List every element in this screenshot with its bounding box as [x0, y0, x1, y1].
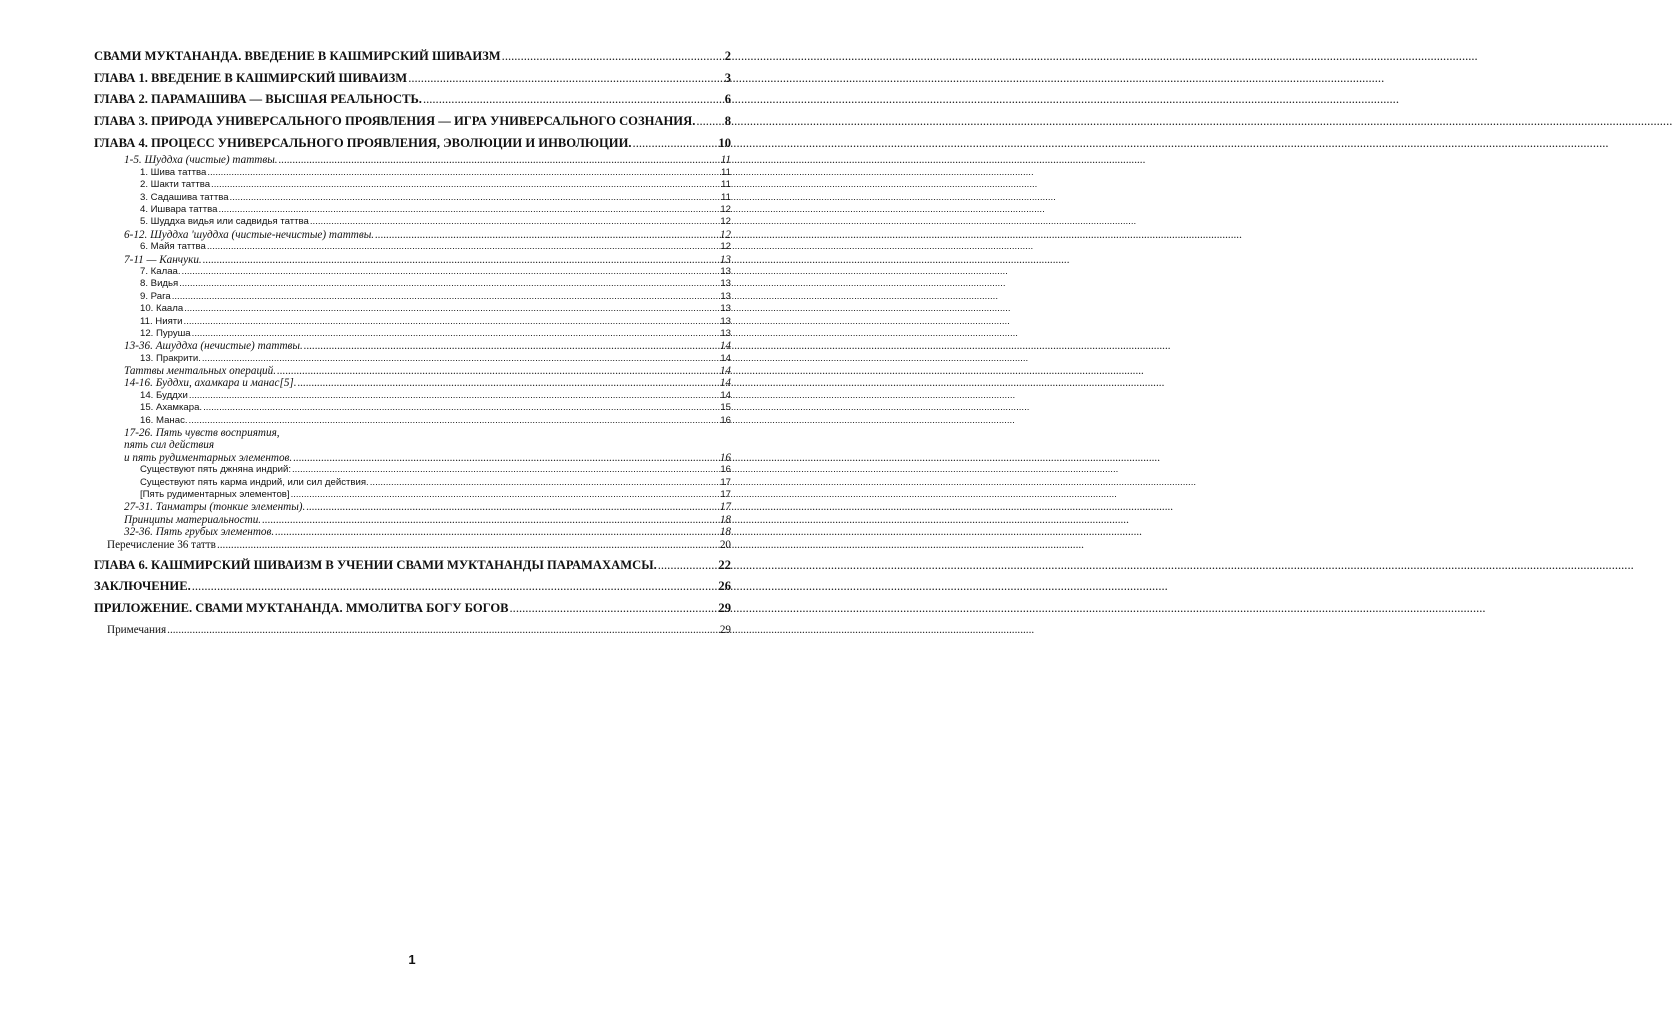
toc-entry-page: 16: [719, 451, 731, 464]
toc-entry-title: ПРИЛОЖЕНИЕ. СВАМИ МУКТАНАНДА. ММОЛИТВА БОГУ БОГОВ: [94, 600, 509, 615]
dot-leader: [292, 464, 719, 476]
page-number: 1: [408, 952, 416, 967]
toc-entry-buddhi[interactable]: [94, 390, 731, 402]
dot-leader: [192, 328, 720, 340]
toc-entry-chapter-2[interactable]: [94, 89, 731, 111]
toc-entry-notes[interactable]: [94, 624, 731, 637]
toc-entry-page: 18: [719, 526, 731, 539]
toc-entry-page: 20: [719, 538, 731, 551]
toc-entry-title: Примечания: [107, 623, 167, 636]
toc-entry-kanchuki[interactable]: [94, 254, 731, 266]
toc-entry-title: ГЛАВА 2. ПАРАМАШИВА — ВЫСШАЯ РЕАЛЬНОСТЬ.: [94, 92, 422, 107]
toc-entry-page: 17: [720, 476, 731, 488]
dot-leader: [658, 555, 718, 577]
dot-leader: [179, 278, 719, 290]
toc-entry-title: Перечисление 36 таттв: [107, 538, 216, 551]
toc-entry-title: 7. Калаа.: [140, 265, 181, 277]
toc-entry-title: СВАМИ МУКТАНАНДА. ВВЕДЕНИЕ В КАШМИРСКИЙ ШИВАИЗМ: [94, 49, 501, 63]
toc-entry-materiality-principles[interactable]: [94, 514, 731, 526]
toc-entry-appendix[interactable]: [94, 598, 731, 620]
toc-entry-title: Принципы материальности.: [124, 513, 262, 526]
dot-leader: [370, 477, 720, 489]
toc-entry-vidya[interactable]: [94, 278, 731, 290]
toc-entry-36-tattvas-list[interactable]: [94, 539, 731, 552]
dot-leader: [277, 365, 719, 377]
toc-entry-page: 8: [724, 114, 731, 129]
toc-entry-senses-actions-elements[interactable]: [94, 427, 731, 464]
toc-entry-title: 8. Видья: [140, 278, 179, 290]
dot-leader: [696, 111, 723, 133]
dot-leader: [184, 303, 719, 315]
dot-leader: [167, 624, 719, 637]
dot-leader: [298, 377, 719, 389]
dot-leader: [304, 340, 719, 352]
toc-entry-title: 2. Шакти таттва: [140, 179, 211, 191]
toc-entry-page: 14: [719, 377, 731, 390]
toc-entry-chapter-3[interactable]: [94, 111, 731, 133]
toc-entry-shuddha-ashuddha[interactable]: [94, 229, 731, 241]
toc-entry-page: 6: [724, 92, 731, 107]
toc-entry-title-line-1: 17-26. Пять чувств восприятия,: [124, 427, 280, 440]
dot-leader: [203, 402, 719, 414]
toc-entry-page: 2: [724, 49, 731, 63]
toc-entry-title: Таттвы ментальных операций.: [124, 365, 277, 378]
toc-entry-page: 15: [720, 402, 731, 414]
dot-leader: [189, 390, 719, 402]
toc-entry-title: 27-31. Танматры (тонкие элементы).: [124, 501, 306, 514]
toc-entry-title: ГЛАВА 4. ПРОЦЕСС УНИВЕРСАЛЬНОГО ПРОЯВЛЕНИЯ, ЭВОЛЮЦИИ И ИНВОЛЮЦИИ.: [94, 135, 632, 150]
toc-entry-shakti-tattva[interactable]: [94, 179, 731, 191]
toc-entry-buddhi-ahamkara-manas[interactable]: [94, 377, 731, 389]
dot-leader: [291, 489, 720, 501]
toc-entry-page: 13: [720, 278, 731, 290]
dot-leader: [423, 89, 724, 111]
toc-entry-prakriti[interactable]: [94, 353, 731, 365]
dot-leader: [202, 353, 719, 365]
toc-entry-page: 12: [720, 204, 731, 215]
toc-entry-chapter-4[interactable]: [94, 133, 731, 155]
dot-leader: [275, 526, 719, 538]
toc-entry-karma-indriya[interactable]: [94, 477, 731, 489]
toc-entry-title: 13. Пракрити.: [140, 352, 201, 364]
toc-entry-page: 13: [720, 290, 731, 302]
toc-entry-title: 11. Нияти: [140, 315, 183, 327]
toc-entry-page: 12: [720, 241, 731, 253]
dot-leader: [217, 539, 719, 552]
toc-entry-title: 14-16. Буддхи, ахамкара и манас[5].: [124, 377, 297, 390]
toc-entry-page: 11: [721, 179, 731, 191]
dot-leader: [262, 514, 719, 526]
toc-entry-page: 26: [718, 579, 731, 594]
toc-entry-title: 16. Манас.: [140, 414, 188, 426]
dot-leader: [189, 415, 720, 427]
toc-entry-ashuddha[interactable]: [94, 340, 731, 352]
toc-entry-niyati[interactable]: [94, 316, 731, 328]
toc-entry-jnana-indriya[interactable]: [94, 464, 731, 476]
dot-leader: [502, 46, 724, 68]
toc-entry-tanmatra[interactable]: [94, 501, 731, 513]
toc-entry-title: Существуют пять карма индрий, или сил действия.: [140, 476, 369, 488]
toc-entry-title: ГЛАВА 3. ПРИРОДА УНИВЕРСАЛЬНОГО ПРОЯВЛЕНИЯ — ИГРА УНИВЕРСАЛЬНОГО СОЗНАНИЯ.: [94, 114, 696, 129]
toc-entry-title: ЗАКЛЮЧЕНИЕ.: [94, 579, 191, 594]
toc-entry-page: 11: [720, 154, 731, 167]
toc-entry-page: 13: [720, 327, 731, 339]
toc-entry-page: 13: [720, 265, 731, 277]
toc-entry-title: ГЛАВА 1. ВВЕДЕНИЕ В КАШМИРСКИЙ ШИВАИЗМ: [94, 70, 408, 85]
table-of-contents: [94, 46, 731, 637]
toc-entry-page: 13: [719, 253, 731, 266]
toc-entry-rudimentary-elements[interactable]: [94, 489, 731, 501]
dot-leader: [207, 241, 719, 253]
toc-entry-page: 12: [719, 228, 731, 241]
toc-entry-page: 13: [720, 315, 731, 327]
dot-leader: [633, 133, 718, 155]
toc-entry-title: 14. Буддхи: [140, 389, 188, 401]
toc-entry-page: 18: [719, 513, 731, 526]
toc-entry-title: 5. Шуддха видья или садвидья таттва: [140, 216, 309, 228]
toc-entry-page: 11: [721, 191, 731, 203]
toc-entry-purusha[interactable]: [94, 328, 731, 340]
toc-entry-title: 3. Садашива таттва: [140, 191, 229, 203]
toc-entry-title: и пять рудиментарных элементов.: [124, 451, 293, 464]
toc-entry-title-line-3: [94, 452, 731, 464]
dot-leader: [192, 576, 718, 598]
dot-leader: [211, 179, 720, 191]
toc-entry-title: 1. Шива таттва: [140, 166, 207, 178]
dot-leader: [203, 254, 719, 266]
toc-entry-title: 7-11 — Канчуки.: [124, 253, 202, 266]
toc-entry-chapter-6[interactable]: [94, 555, 731, 577]
toc-entry-sadashiva-tattva[interactable]: [94, 192, 731, 204]
toc-entry-title: 13-36. Ашуддха (нечистые) таттвы.: [124, 340, 303, 353]
toc-entry-title: ГЛАВА 6. КАШМИРСКИЙ ШИВАИЗМ В УЧЕНИИ СВАМИ МУКТАНАНДЫ ПАРАМАХАМСЫ.: [94, 557, 657, 572]
dot-leader: [279, 154, 720, 166]
toc-entry-maya-tattva[interactable]: [94, 241, 731, 253]
toc-entry-page: 13: [720, 303, 731, 315]
dot-leader: [510, 598, 718, 620]
toc-entry-page: 3: [724, 70, 731, 85]
toc-entry-page: 16: [720, 464, 731, 476]
dot-leader: [293, 452, 719, 464]
toc-entry-page: 29: [719, 623, 731, 636]
toc-entry-page: 16: [720, 414, 731, 426]
toc-entry-page: 12: [720, 216, 731, 228]
dot-leader: [230, 192, 720, 204]
toc-entry-chapter-1[interactable]: [94, 68, 731, 90]
toc-entry-intro[interactable]: [94, 46, 731, 68]
toc-entry-shuddha-vidya[interactable]: [94, 216, 731, 228]
toc-entry-shiva-tattva[interactable]: [94, 167, 731, 179]
dot-leader: [375, 229, 719, 241]
toc-entry-kalaa[interactable]: [94, 266, 731, 278]
toc-entry-page: 14: [720, 389, 731, 401]
toc-entry-conclusion[interactable]: [94, 576, 731, 598]
toc-entry-raga[interactable]: [94, 291, 731, 303]
toc-entry-page: 11: [721, 166, 731, 178]
toc-entry-manas[interactable]: [94, 415, 731, 427]
toc-entry-ahamkara[interactable]: [94, 402, 731, 414]
toc-entry-page: 22: [718, 557, 731, 572]
dot-leader: [310, 216, 719, 228]
toc-entry-page: 14: [719, 365, 731, 378]
dot-leader: [218, 204, 719, 216]
toc-entry-title: 6-12. Шуддха 'шуддха (чистые-нечистые) таттвы.: [124, 228, 375, 241]
dot-leader: [207, 167, 720, 179]
dot-leader: [182, 266, 720, 278]
toc-entry-page: 17: [719, 501, 731, 514]
toc-entry-title: 12. Пуруша: [140, 327, 191, 339]
dot-leader: [408, 68, 724, 90]
dot-leader: [172, 291, 720, 303]
toc-entry-ishvara-tattva[interactable]: [94, 204, 731, 216]
dot-leader: [184, 316, 720, 328]
toc-entry-title: 1-5. Шуддха (чистые) таттвы.: [124, 154, 278, 167]
toc-entry-title: 4. Ишвара таттва: [140, 204, 218, 215]
toc-entry-mental-operations[interactable]: [94, 365, 731, 377]
toc-entry-title: 6. Майя таттва: [140, 241, 206, 253]
toc-entry-title-line-2: пять сил действия: [124, 439, 215, 452]
toc-entry-kaala[interactable]: [94, 303, 731, 315]
toc-entry-page: 14: [720, 352, 731, 364]
toc-entry-shuddha[interactable]: [94, 154, 731, 166]
toc-entry-page: 10: [718, 135, 731, 150]
dot-leader: [306, 501, 719, 513]
toc-entry-title: 32-36. Пять грубых элементов.: [124, 526, 275, 539]
toc-entry-title: 10. Каала: [140, 303, 184, 315]
toc-entry-title: Существуют пять джняна индрий:: [140, 464, 291, 476]
toc-entry-page: 17: [720, 488, 731, 500]
toc-entry-title: [Пять рудиментарных элементов]: [140, 488, 290, 500]
toc-entry-title: 15. Ахамкара.: [140, 402, 203, 414]
toc-entry-page: 29: [718, 600, 731, 615]
toc-entry-title: 9. Рага: [140, 290, 171, 302]
toc-entry-gross-elements[interactable]: [94, 526, 731, 538]
toc-entry-page: 14: [719, 340, 731, 353]
